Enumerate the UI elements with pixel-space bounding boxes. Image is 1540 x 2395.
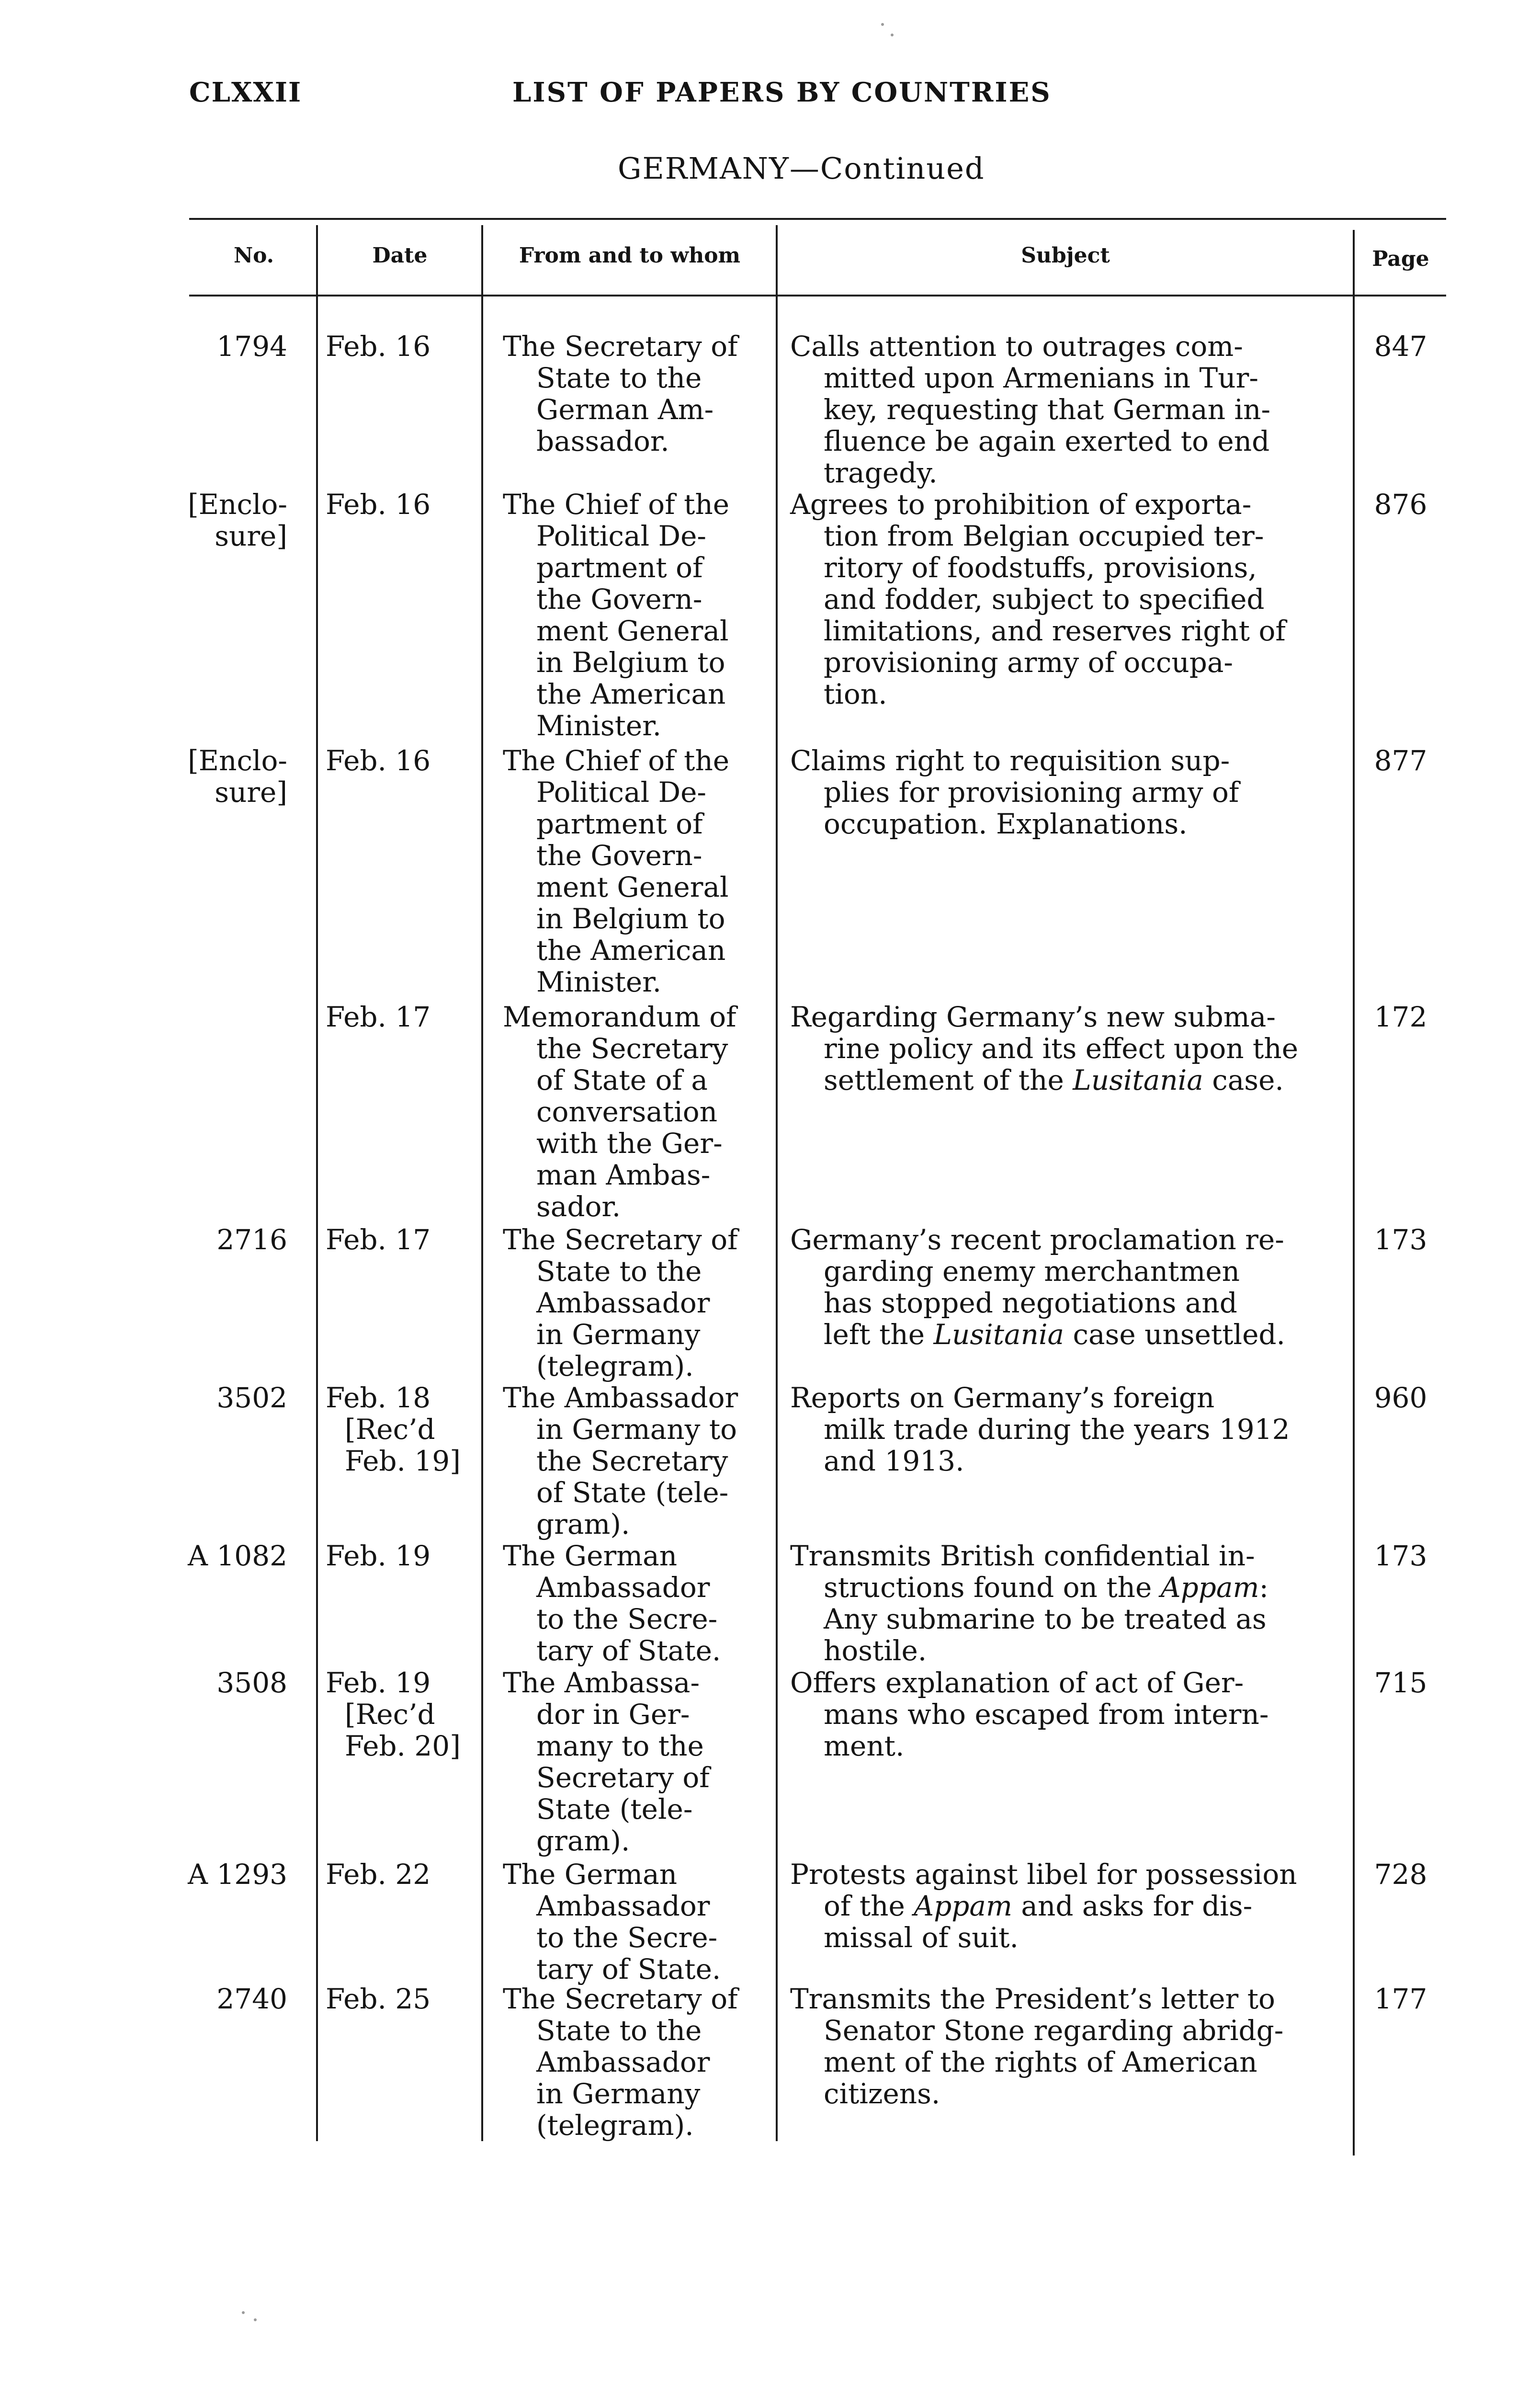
cell-date xyxy=(326,489,469,520)
cell-page: 173 xyxy=(1374,1540,1427,1572)
from-line: to the Secre- xyxy=(536,1921,718,1954)
subject-line: settlement of the Lusitania case. xyxy=(824,1064,1284,1096)
date-line: Feb. 22 xyxy=(326,1858,431,1891)
date-line: Feb. 20] xyxy=(345,1730,461,1762)
cell-subject xyxy=(790,489,1336,710)
col-divider-2 xyxy=(481,225,483,2141)
no-line: [Enclo- xyxy=(188,744,287,777)
cell-subject xyxy=(790,1983,1336,2110)
cell-from-to xyxy=(503,1382,781,1540)
subject-line: limitations, and reserves right of xyxy=(824,615,1286,647)
cell-no xyxy=(177,489,287,552)
cell-page: 173 xyxy=(1374,1223,1427,1256)
column-header-no: No. xyxy=(233,243,274,268)
from-line: State to the xyxy=(536,2014,702,2047)
from-line: the Govern- xyxy=(536,839,702,872)
from-line: Political De- xyxy=(536,520,707,552)
date-line: Feb. 18 xyxy=(326,1381,431,1414)
cell-page: 172 xyxy=(1374,1001,1427,1033)
from-line: Secretary of xyxy=(536,1761,710,1794)
cell-page: 847 xyxy=(1374,330,1427,363)
subject-line: provisioning army of occupa- xyxy=(824,646,1234,679)
subject-line: and 1913. xyxy=(824,1445,964,1477)
date-line: Feb. 16 xyxy=(326,488,431,521)
from-line: The German xyxy=(503,1858,678,1891)
from-line: to the Secre- xyxy=(536,1603,718,1635)
from-line: the American xyxy=(536,934,726,967)
subject-line: ment of the rights of American xyxy=(824,2046,1257,2078)
cell-no xyxy=(177,1859,287,1890)
from-line: in Germany xyxy=(536,2077,701,2110)
from-line: the American xyxy=(536,678,726,710)
cell-page: 876 xyxy=(1374,488,1427,521)
date-line: Feb. 17 xyxy=(326,1001,431,1033)
from-line: partment of xyxy=(536,551,703,584)
subject-line: Senator Stone regarding abridg- xyxy=(824,2014,1284,2047)
no-line: 1794 xyxy=(216,330,287,363)
from-line: of State of a xyxy=(536,1064,708,1096)
cell-page: 877 xyxy=(1374,744,1427,777)
from-line: in Belgium to xyxy=(536,902,725,935)
from-line: sador. xyxy=(536,1190,621,1223)
cell-date xyxy=(326,1859,469,1890)
cell-no xyxy=(177,1983,287,2015)
column-header-date: Date xyxy=(372,243,428,268)
no-line: sure] xyxy=(215,776,287,809)
from-line: Ambassador xyxy=(536,1287,710,1319)
from-line: The Ambassa- xyxy=(503,1666,700,1699)
from-line: gram). xyxy=(536,1825,630,1857)
date-line: [Rec’d xyxy=(345,1413,435,1446)
subject-line: Agrees to prohibition of exporta- xyxy=(790,488,1252,521)
from-line: State to the xyxy=(536,1255,702,1288)
from-line: Ambassador xyxy=(536,1890,710,1922)
from-line: Ambassador xyxy=(536,1571,710,1604)
subject-line: Transmits British confidential in- xyxy=(790,1540,1255,1572)
subject-line: rine policy and its effect upon the xyxy=(824,1032,1299,1065)
cell-from-to xyxy=(503,1540,781,1666)
cell-subject xyxy=(790,1667,1336,1762)
from-line: partment of xyxy=(536,808,703,840)
from-line: bassador. xyxy=(536,425,669,457)
subject-line: hostile. xyxy=(824,1634,927,1667)
cell-subject xyxy=(790,1001,1336,1096)
cell-from-to xyxy=(503,331,781,457)
column-header-page: Page xyxy=(1372,247,1429,271)
cell-from-to xyxy=(503,489,781,741)
print-speck xyxy=(881,23,884,26)
from-line: Political De- xyxy=(536,776,707,809)
cell-subject xyxy=(790,331,1336,489)
from-line: in Germany xyxy=(536,1318,701,1351)
subject-line: and fodder, subject to specified xyxy=(824,583,1265,616)
from-line: man Ambas- xyxy=(536,1159,711,1191)
col-divider-1 xyxy=(316,225,318,2141)
from-line: The Secretary of xyxy=(503,1223,738,1256)
subject-line: mans who escaped from intern- xyxy=(824,1698,1269,1731)
no-line: A 1293 xyxy=(188,1858,287,1891)
no-line: sure] xyxy=(215,520,287,552)
date-line: Feb. 19] xyxy=(345,1445,461,1477)
from-line: the Secretary xyxy=(536,1445,728,1477)
page-folio: CLXXII xyxy=(189,77,302,108)
col-divider-4 xyxy=(1353,230,1355,2156)
date-line: Feb. 25 xyxy=(326,1983,431,2015)
subject-line: ritory of foodstuffs, provisions, xyxy=(824,551,1257,584)
cell-subject xyxy=(790,1224,1336,1350)
subject-line: milk trade during the years 1912 xyxy=(824,1413,1290,1446)
date-line: Feb. 19 xyxy=(326,1666,431,1699)
subject-line: has stopped negotiations and xyxy=(824,1287,1237,1319)
cell-date xyxy=(326,1540,469,1572)
cell-page: 728 xyxy=(1374,1858,1427,1891)
from-line: State to the xyxy=(536,362,702,394)
print-speck xyxy=(254,2318,257,2321)
from-line: gram). xyxy=(536,1508,630,1540)
cell-date xyxy=(326,745,469,776)
from-line: Ambassador xyxy=(536,2046,710,2078)
cell-from-to xyxy=(503,745,781,998)
cell-no xyxy=(177,1224,287,1255)
running-head: LIST OF PAPERS BY COUNTRIES xyxy=(512,77,1052,108)
subject-line: Claims right to requisition sup- xyxy=(790,744,1230,777)
from-line: conversation xyxy=(536,1095,718,1128)
print-speck xyxy=(891,34,894,36)
subject-line: occupation. Explanations. xyxy=(824,808,1188,840)
subject-line: fluence be again exerted to end xyxy=(824,425,1270,457)
from-line: with the Ger- xyxy=(536,1127,723,1160)
from-line: Memorandum of xyxy=(503,1001,736,1033)
subject-line: tion from Belgian occupied ter- xyxy=(824,520,1264,552)
cell-date xyxy=(326,1382,469,1477)
from-line: tary of State. xyxy=(536,1953,721,1985)
cell-page: 715 xyxy=(1374,1666,1427,1699)
date-line: [Rec’d xyxy=(345,1698,435,1731)
subject-line: left the Lusitania case unsettled. xyxy=(824,1318,1285,1351)
no-line: 3508 xyxy=(216,1666,287,1699)
cell-from-to xyxy=(503,1667,781,1857)
cell-from-to xyxy=(503,1859,781,1985)
from-line: in Germany to xyxy=(536,1413,737,1446)
no-line: [Enclo- xyxy=(188,488,287,521)
from-line: tary of State. xyxy=(536,1634,721,1667)
from-line: The German xyxy=(503,1540,678,1572)
subject-line: garding enemy merchantmen xyxy=(824,1255,1240,1288)
subject-line: ment. xyxy=(824,1730,905,1762)
subject-line: Regarding Germany’s new subma- xyxy=(790,1001,1276,1033)
cell-from-to xyxy=(503,1001,781,1222)
cell-from-to xyxy=(503,1224,781,1382)
date-line: Feb. 16 xyxy=(326,330,431,363)
from-line: (telegram). xyxy=(536,2109,694,2142)
cell-page: 177 xyxy=(1374,1983,1427,2015)
print-speck xyxy=(242,2311,245,2314)
from-line: State (tele- xyxy=(536,1793,693,1825)
from-line: (telegram). xyxy=(536,1350,694,1382)
subject-line: Calls attention to outrages com- xyxy=(790,330,1243,363)
no-line: 2740 xyxy=(216,1983,287,2015)
table-header-rule xyxy=(189,295,1446,297)
from-line: of State (tele- xyxy=(536,1476,729,1509)
no-line: 2716 xyxy=(216,1223,287,1256)
from-line: Minister. xyxy=(536,709,662,742)
cell-subject xyxy=(790,745,1336,840)
cell-date xyxy=(326,1224,469,1255)
from-line: German Am- xyxy=(536,393,714,426)
from-line: the Govern- xyxy=(536,583,702,616)
subject-line: of the Appam and asks for dis- xyxy=(824,1890,1253,1922)
cell-subject xyxy=(790,1859,1336,1953)
from-line: the Secretary xyxy=(536,1032,728,1065)
subject-line: Protests against libel for possession xyxy=(790,1858,1297,1891)
subject-line: plies for provisioning army of xyxy=(824,776,1239,809)
from-line: ment General xyxy=(536,871,729,903)
cell-no xyxy=(177,1382,287,1414)
from-line: The Ambassador xyxy=(503,1381,738,1414)
from-line: ment General xyxy=(536,615,729,647)
column-header-subject: Subject xyxy=(1021,243,1110,268)
cell-no xyxy=(177,745,287,808)
cell-no xyxy=(177,1667,287,1699)
from-line: dor in Ger- xyxy=(536,1698,690,1731)
from-line: in Belgium to xyxy=(536,646,725,679)
cell-date xyxy=(326,1983,469,2015)
from-line: The Chief of the xyxy=(503,488,730,521)
table-top-rule xyxy=(189,218,1446,220)
date-line: Feb. 19 xyxy=(326,1540,431,1572)
cell-subject xyxy=(790,1540,1336,1666)
subject-line: Any submarine to be treated as xyxy=(824,1603,1267,1635)
cell-no xyxy=(177,331,287,362)
from-line: Minister. xyxy=(536,966,662,998)
subject-line: structions found on the Appam: xyxy=(824,1571,1269,1604)
cell-page: 960 xyxy=(1374,1381,1427,1414)
subject-line: citizens. xyxy=(824,2077,940,2110)
subject-line: tion. xyxy=(824,678,887,710)
cell-date xyxy=(326,1001,469,1033)
date-line: Feb. 16 xyxy=(326,744,431,777)
subject-line: Germany’s recent proclamation re- xyxy=(790,1223,1284,1256)
no-line: 3502 xyxy=(216,1381,287,1414)
subject-line: missal of suit. xyxy=(824,1921,1019,1954)
date-line: Feb. 17 xyxy=(326,1223,431,1256)
subject-line: key, requesting that German in- xyxy=(824,393,1271,426)
subject-line: Transmits the President’s letter to xyxy=(790,1983,1275,2015)
section-title: GERMANY—Continued xyxy=(618,151,985,186)
subject-line: tragedy. xyxy=(824,456,938,489)
cell-date xyxy=(326,1667,469,1762)
subject-line: Reports on Germany’s foreign xyxy=(790,1381,1215,1414)
column-header-from: From and to whom xyxy=(519,243,741,268)
no-line: A 1082 xyxy=(188,1540,287,1572)
cell-subject xyxy=(790,1382,1336,1477)
from-line: The Chief of the xyxy=(503,744,730,777)
cell-date xyxy=(326,331,469,362)
cell-no xyxy=(177,1540,287,1572)
cell-from-to xyxy=(503,1983,781,2141)
from-line: The Secretary of xyxy=(503,1983,738,2015)
from-line: many to the xyxy=(536,1730,704,1762)
subject-line: mitted upon Armenians in Tur- xyxy=(824,362,1258,394)
from-line: The Secretary of xyxy=(503,330,738,363)
subject-line: Offers explanation of act of Ger- xyxy=(790,1666,1244,1699)
